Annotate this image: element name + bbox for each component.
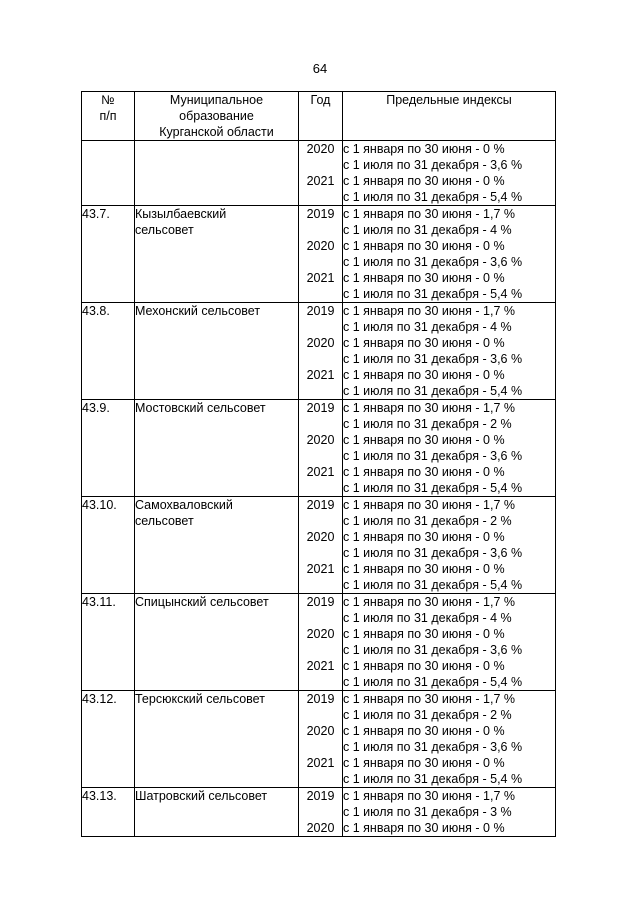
index-line: с 1 января по 30 июня - 0 % — [343, 271, 505, 285]
index-cell — [343, 141, 556, 206]
index-cell — [343, 303, 556, 400]
year-value: 2019 — [306, 304, 335, 318]
index-line: с 1 января по 30 июня - 0 % — [343, 174, 505, 188]
municipality-name-line: сельсовет — [135, 514, 194, 528]
year-value: 2021 — [306, 562, 335, 576]
index-cell — [343, 400, 556, 497]
header-indexes — [343, 92, 556, 141]
year-cell — [299, 788, 343, 837]
tariff-table — [81, 91, 556, 837]
header-num — [82, 92, 135, 141]
index-cell — [343, 691, 556, 788]
table-body — [82, 141, 556, 837]
header-municipality — [135, 92, 299, 141]
year-value: 2021 — [306, 368, 335, 382]
table-row — [82, 141, 556, 206]
index-line: с 1 января по 30 июня - 0 % — [343, 530, 505, 544]
table-row — [82, 594, 556, 691]
year-cell — [299, 691, 343, 788]
year-value: 2019 — [306, 595, 335, 609]
table-header-row — [82, 92, 556, 141]
header-municipality-line: Муниципальное — [169, 93, 264, 107]
row-number — [82, 141, 135, 206]
header-num-line: № — [101, 93, 115, 107]
row-number: 43.10. — [82, 497, 135, 594]
index-line: с 1 июля по 31 декабря - 3,6 % — [343, 449, 523, 463]
index-cell — [343, 788, 556, 837]
year-value: 2020 — [306, 239, 335, 253]
year-value: 2020 — [306, 821, 335, 835]
year-value: 2020 — [306, 530, 335, 544]
page-number: 64 — [312, 61, 328, 76]
index-line: с 1 июля по 31 декабря - 3 % — [343, 805, 512, 819]
index-line: с 1 июля по 31 декабря - 5,4 % — [343, 384, 523, 398]
index-line: с 1 июля по 31 декабря - 5,4 % — [343, 287, 523, 301]
index-line: с 1 января по 30 июня - 0 % — [343, 756, 505, 770]
index-line: с 1 января по 30 июня - 1,7 % — [343, 692, 515, 706]
index-line: с 1 января по 30 июня - 1,7 % — [343, 304, 515, 318]
index-line: с 1 января по 30 июня - 1,7 % — [343, 595, 515, 609]
index-line: с 1 июля по 31 декабря - 2 % — [343, 417, 512, 431]
header-num-line: п/п — [99, 109, 117, 123]
index-line: с 1 января по 30 июня - 0 % — [343, 627, 505, 641]
year-value: 2021 — [306, 174, 335, 188]
index-line: с 1 июля по 31 декабря - 2 % — [343, 708, 512, 722]
municipality-name-line: Спицынский сельсовет — [135, 595, 269, 609]
municipality-name-line: сельсовет — [135, 223, 194, 237]
year-value: 2020 — [306, 336, 335, 350]
index-line: с 1 июля по 31 декабря - 5,4 % — [343, 675, 523, 689]
year-cell — [299, 497, 343, 594]
header-municipality-line: образование — [179, 109, 254, 123]
index-line: с 1 января по 30 июня - 1,7 % — [343, 789, 515, 803]
index-line: с 1 января по 30 июня - 0 % — [343, 368, 505, 382]
municipality-name-line: Кызылбаевский — [135, 207, 227, 221]
index-line: с 1 июля по 31 декабря - 3,6 % — [343, 643, 523, 657]
index-line: с 1 июля по 31 декабря - 3,6 % — [343, 255, 523, 269]
header-municipality-line: Курганской области — [159, 125, 274, 139]
index-line: с 1 января по 30 июня - 0 % — [343, 724, 505, 738]
header-indexes-label: Предельные индексы — [386, 93, 512, 107]
index-line: с 1 января по 30 июня - 0 % — [343, 659, 505, 673]
index-line: с 1 июля по 31 декабря - 3,6 % — [343, 740, 523, 754]
index-line: с 1 января по 30 июня - 0 % — [343, 465, 505, 479]
header-year-label: Год — [310, 93, 331, 107]
municipality-name-line: Мостовский сельсовет — [135, 401, 266, 415]
year-value: 2021 — [306, 465, 335, 479]
year-cell — [299, 303, 343, 400]
row-number: 43.13. — [82, 788, 135, 837]
row-number: 43.8. — [82, 303, 135, 400]
year-value: 2019 — [306, 498, 335, 512]
year-value: 2019 — [306, 207, 335, 221]
index-line: с 1 января по 30 июня - 1,7 % — [343, 498, 515, 512]
municipality-name — [135, 691, 299, 788]
row-number: 43.12. — [82, 691, 135, 788]
index-line: с 1 января по 30 июня - 0 % — [343, 142, 505, 156]
municipality-name — [135, 400, 299, 497]
index-line: с 1 июля по 31 декабря - 3,6 % — [343, 158, 523, 172]
index-line: с 1 июля по 31 декабря - 4 % — [343, 223, 512, 237]
municipality-name-line: Терсюкский сельсовет — [135, 692, 265, 706]
index-line: с 1 июля по 31 декабря - 4 % — [343, 320, 512, 334]
index-line: с 1 января по 30 июня - 1,7 % — [343, 207, 515, 221]
municipality-name — [135, 497, 299, 594]
year-cell — [299, 141, 343, 206]
table-row — [82, 691, 556, 788]
table-row — [82, 400, 556, 497]
index-line: с 1 января по 30 июня - 1,7 % — [343, 401, 515, 415]
year-value: 2019 — [306, 789, 335, 803]
year-value: 2021 — [306, 271, 335, 285]
municipality-name — [135, 206, 299, 303]
year-cell — [299, 594, 343, 691]
year-cell — [299, 400, 343, 497]
year-value: 2019 — [306, 692, 335, 706]
municipality-name — [135, 594, 299, 691]
year-value: 2021 — [306, 659, 335, 673]
index-line: с 1 июля по 31 декабря - 3,6 % — [343, 546, 523, 560]
year-value: 2019 — [306, 401, 335, 415]
index-line: с 1 июля по 31 декабря - 3,6 % — [343, 352, 523, 366]
table-row — [82, 303, 556, 400]
index-line: с 1 июля по 31 декабря - 2 % — [343, 514, 512, 528]
table-row — [82, 497, 556, 594]
index-line: с 1 июля по 31 декабря - 5,4 % — [343, 578, 523, 592]
table-row — [82, 206, 556, 303]
municipality-name — [135, 303, 299, 400]
municipality-name-line: Шатровский сельсовет — [135, 789, 268, 803]
municipality-name — [135, 788, 299, 837]
index-line: с 1 июля по 31 декабря - 5,4 % — [343, 772, 523, 786]
index-cell — [343, 206, 556, 303]
row-number: 43.11. — [82, 594, 135, 691]
municipality-name — [135, 141, 299, 206]
year-cell — [299, 206, 343, 303]
index-line: с 1 июля по 31 декабря - 5,4 % — [343, 481, 523, 495]
index-line: с 1 января по 30 июня - 0 % — [343, 821, 505, 835]
row-number: 43.9. — [82, 400, 135, 497]
index-line: с 1 января по 30 июня - 0 % — [343, 336, 505, 350]
municipality-name-line: Мехонский сельсовет — [135, 304, 261, 318]
index-line: с 1 января по 30 июня - 0 % — [343, 562, 505, 576]
year-value: 2020 — [306, 724, 335, 738]
index-line: с 1 января по 30 июня - 0 % — [343, 433, 505, 447]
year-value: 2021 — [306, 756, 335, 770]
index-cell — [343, 594, 556, 691]
index-line: с 1 января по 30 июня - 0 % — [343, 239, 505, 253]
year-value: 2020 — [306, 627, 335, 641]
index-line: с 1 июля по 31 декабря - 5,4 % — [343, 190, 523, 204]
row-number: 43.7. — [82, 206, 135, 303]
index-line: с 1 июля по 31 декабря - 4 % — [343, 611, 512, 625]
year-value: 2020 — [306, 142, 335, 156]
table-row — [82, 788, 556, 837]
index-cell — [343, 497, 556, 594]
municipality-name-line: Самохваловский — [135, 498, 233, 512]
header-year — [299, 92, 343, 141]
year-value: 2020 — [306, 433, 335, 447]
